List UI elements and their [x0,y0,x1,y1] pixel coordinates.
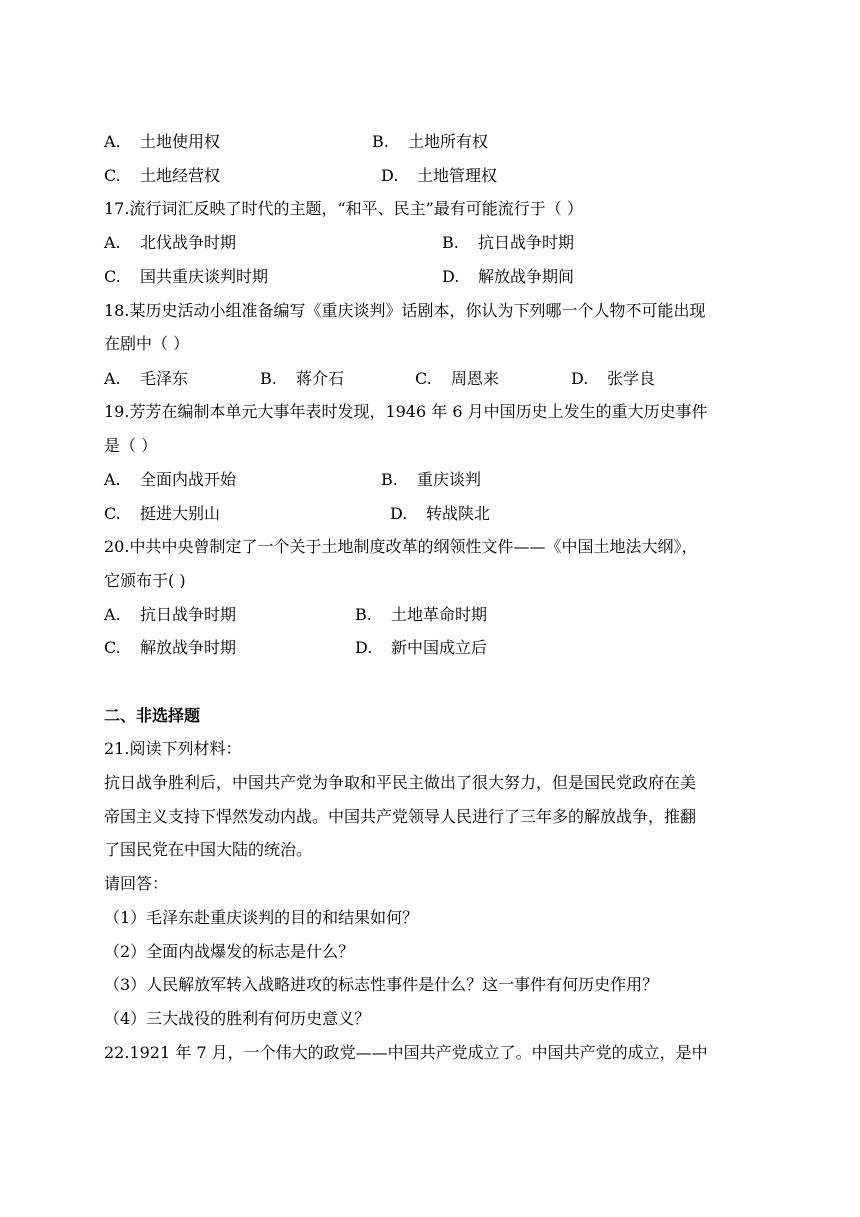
option-text: 毛泽东 [140,369,189,388]
option-text: 土地经营权 [140,166,221,185]
q16-option-d [381,166,497,186]
q20-option-d [355,638,487,658]
option-text: 抗日战争时期 [140,605,237,624]
option-letter: C. [104,638,121,657]
option-text: 转战陕北 [426,504,491,523]
option-letter: C. [104,504,121,523]
option-letter: C. [415,369,432,388]
option-text: 重庆谈判 [417,470,482,489]
q21-sub-question-3: （3）人民解放军转入战略进攻的标志性事件是什么？这一事件有何历史作用？ [104,975,659,994]
q17-option-b [442,233,574,253]
q17-option-a [104,233,236,253]
option-letter: B. [442,233,459,252]
option-letter: A. [104,233,121,252]
q17-option-d [442,267,574,287]
option-text: 北伐战争时期 [140,233,237,252]
option-text: 蒋介石 [296,369,345,388]
option-letter: D. [571,369,589,388]
q19-stem-line1: 19.芳芳在编制本单元大事年表时发现，1946 年 6 月中国历史上发生的重大历史事件 [104,402,708,421]
option-text: 张学良 [607,369,656,388]
q19-option-d [390,504,490,524]
q16-option-a [104,132,220,152]
q18-option-a [104,369,188,389]
option-text: 抗日战争时期 [478,233,575,252]
q20-option-b [355,605,487,625]
option-letter: D. [355,638,373,657]
option-letter: C. [104,267,121,286]
option-text: 土地管理权 [417,166,498,185]
q19-option-c [104,504,220,524]
q21-sub-question-4: （4）三大战役的胜利有何历史意义？ [104,1009,371,1028]
q21-sub-question-2: （2）全面内战爆发的标志是什么？ [104,942,355,961]
q21-stem: 21.阅读下列材料： [104,739,242,758]
q19-option-b [381,470,481,490]
option-text: 全面内战开始 [140,470,237,489]
q21-sub-question-1: （1）毛泽东赴重庆谈判的目的和结果如何？ [104,908,419,927]
q22-stem-line1: 22.1921 年 7 月，一个伟大的政党——中国共产党成立了。中国共产党的成立，是中 [104,1043,708,1062]
option-letter: A. [104,605,121,624]
option-letter: B. [260,369,277,388]
option-letter: D. [442,267,460,286]
option-text: 土地革命时期 [391,605,488,624]
section-heading: 二、非选择题 [104,706,201,725]
q20-stem-line2: 它颁布于( ) [104,571,186,590]
option-letter: D. [390,504,408,523]
option-letter: B. [372,132,389,151]
q18-stem-line2: 在剧中（ ） [104,334,190,353]
q21-prompt: 请回答： [104,874,169,893]
option-text: 土地使用权 [140,132,221,151]
q21-material-line1: 抗日战争胜利后，中国共产党为争取和平民主做出了很大努力，但是国民党政府在美 [104,773,697,792]
option-text: 国共重庆谈判时期 [140,267,269,286]
q20-option-a [104,605,236,625]
q21-material-line2: 帝国主义支持下悍然发动内战。中国共产党领导人民进行了三年多的解放战争，推翻 [104,807,697,826]
option-letter: A. [104,470,121,489]
q16-option-b [372,132,488,152]
q17-option-c [104,267,268,287]
option-letter: B. [381,470,398,489]
option-text: 土地所有权 [408,132,489,151]
option-text: 挺进大别山 [140,504,221,523]
q18-stem-line1: 18.某历史活动小组准备编写《重庆谈判》话剧本，你认为下列哪一个人物不可能出现 [104,301,706,320]
q19-option-a [104,470,236,490]
q18-option-b [260,369,344,389]
option-letter: B. [355,605,372,624]
option-letter: D. [381,166,399,185]
q18-option-d [571,369,655,389]
q19-stem-line2: 是（ ） [104,436,158,455]
option-letter: A. [104,132,121,151]
q20-stem-line1: 20.中共中央曾制定了一个关于土地制度改革的纲领性文件——《中国土地法大纲》， [104,537,698,556]
option-text: 解放战争时期 [140,638,237,657]
option-letter: C. [104,166,121,185]
option-text: 新中国成立后 [391,638,488,657]
q20-option-c [104,638,236,658]
q18-option-c [415,369,499,389]
q21-material-line3: 了国民党在中国大陆的统治。 [104,840,313,859]
q17-stem: 17.流行词汇反映了时代的主题，“和平、民主”最有可能流行于（ ） [104,199,583,218]
option-text: 周恩来 [451,369,500,388]
q16-option-c [104,166,220,186]
option-text: 解放战争期间 [478,267,575,286]
option-letter: A. [104,369,121,388]
